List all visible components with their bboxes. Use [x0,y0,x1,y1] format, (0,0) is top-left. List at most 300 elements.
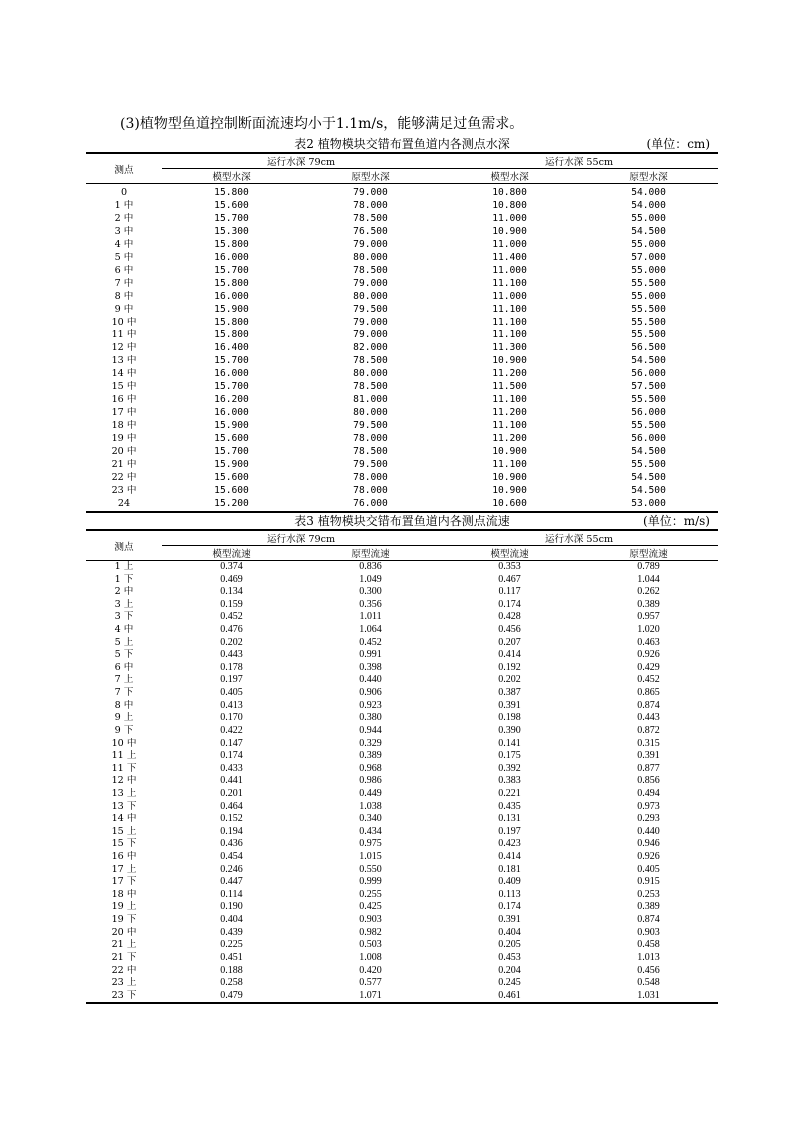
value-cell: 10.900 [492,484,527,496]
point-cell: 6 中 [114,264,134,276]
value-cell: 0.441 [220,775,243,787]
value-cell: 0.413 [220,699,243,711]
value-cell: 0.405 [637,863,660,875]
value-cell: 0.197 [498,825,521,837]
table-row [86,864,718,877]
intro-paragraph: (3)植物型鱼道控制断面流速均小于1.1m/s，能够满足过鱼需求。 [120,116,524,132]
point-cell: 1 上 [114,561,134,572]
value-cell: 0.174 [498,598,521,610]
value-cell: 55.500 [631,277,666,289]
table-row [86,304,718,317]
table-row [86,851,718,864]
point-cell: 23 上 [111,977,137,989]
value-cell: 0.204 [498,964,521,976]
value-cell: 54.000 [631,187,666,198]
value-cell: 0.197 [220,674,243,686]
value-cell: 15.600 [214,199,249,211]
value-cell: 55.500 [631,329,666,341]
value-cell: 0.383 [498,775,521,787]
value-cell: 0.221 [498,787,521,799]
table3-header-group-55: 运行水深 55cm [440,530,718,546]
value-cell: 0.414 [498,649,521,661]
value-cell: 1.011 [359,611,382,623]
value-cell: 11.100 [492,277,527,289]
value-cell: 0.315 [637,737,660,749]
value-cell: 0.872 [637,724,660,736]
point-cell: 13 中 [111,355,137,367]
value-cell: 0.429 [637,661,660,673]
value-cell: 16.000 [214,368,249,380]
value-cell: 10.800 [492,199,527,211]
value-cell: 54.500 [631,446,666,458]
table-row [86,586,718,599]
value-cell: 11.100 [492,459,527,471]
value-cell: 0.398 [359,661,382,673]
point-cell: 5 中 [114,251,134,263]
table2-water-depth [86,152,718,513]
value-cell: 11.000 [492,290,527,302]
value-cell: 0.865 [637,687,660,699]
value-cell: 1.044 [637,573,660,585]
table-row [86,611,718,624]
value-cell: 78.500 [353,381,388,393]
value-cell: 0.392 [498,762,521,774]
point-cell: 5 上 [114,636,134,648]
value-cell: 0.440 [637,825,660,837]
value-cell: 0.957 [637,611,660,623]
table-row [86,291,718,304]
value-cell: 10.900 [492,446,527,458]
table-row [86,738,718,751]
value-cell: 1.013 [637,951,660,963]
table-row [86,876,718,889]
value-cell: 0.469 [220,573,243,585]
point-cell: 16 中 [111,851,137,863]
value-cell: 15.800 [214,277,249,289]
table-row [86,914,718,927]
table-row [86,459,718,472]
value-cell: 79.500 [353,459,388,471]
value-cell: 80.000 [353,407,388,419]
value-cell: 0.923 [359,699,382,711]
value-cell: 0.201 [220,787,243,799]
value-cell: 0.422 [220,724,243,736]
table-row [86,574,718,587]
point-cell: 17 上 [111,863,137,875]
point-cell: 22 中 [111,964,137,976]
point-cell: 19 上 [111,901,137,913]
value-cell: 76.000 [353,497,388,509]
value-cell: 0.550 [359,863,382,875]
value-cell: 11.100 [492,329,527,341]
value-cell: 0.946 [637,838,660,850]
value-cell: 0.428 [498,611,521,623]
value-cell: 15.300 [214,225,249,237]
value-cell: 15.700 [214,446,249,458]
table-row [86,200,718,213]
point-cell: 14 中 [111,368,137,380]
value-cell: 0.503 [359,939,382,951]
table3-header-proto-55: 原型流速 [629,549,668,560]
table-row [86,725,718,738]
point-cell: 3 上 [114,598,134,610]
value-cell: 15.600 [214,484,249,496]
value-cell: 0.906 [359,687,382,699]
value-cell: 1.071 [359,989,382,1001]
value-cell: 1.015 [359,851,382,863]
table-row [86,342,718,355]
value-cell: 54.500 [631,471,666,483]
point-cell: 20 中 [111,926,137,938]
value-cell: 11.000 [492,212,527,224]
value-cell: 0.117 [498,586,521,598]
point-cell: 17 中 [111,407,137,419]
value-cell: 0.181 [498,863,521,875]
value-cell: 16.000 [214,290,249,302]
point-cell: 19 中 [111,433,137,445]
value-cell: 0.262 [637,586,660,598]
table-row [86,763,718,776]
value-cell: 11.100 [492,303,527,315]
point-cell: 9 中 [114,303,134,315]
value-cell: 0.255 [359,888,382,900]
value-cell: 0.258 [220,977,243,989]
table-row [86,826,718,839]
value-cell: 0.374 [220,561,243,572]
value-cell: 0.190 [220,901,243,913]
table3-unit: (单位：m/s) [643,514,710,528]
value-cell: 0.577 [359,977,382,989]
table3-flow-velocity [86,529,718,1004]
point-cell: 24 [117,497,131,509]
table-row [86,674,718,687]
table-row [86,184,718,200]
table-row [86,498,718,512]
point-cell: 13 上 [111,787,137,799]
value-cell: 0.198 [498,712,521,724]
table-row [86,624,718,637]
value-cell: 57.000 [631,251,666,263]
table3-header-group-79: 运行水深 79cm [162,530,440,546]
value-cell: 15.700 [214,355,249,367]
value-cell: 0.452 [220,611,243,623]
value-cell: 0.391 [637,750,660,762]
point-cell: 7 上 [114,674,134,686]
value-cell: 0.836 [359,561,382,572]
value-cell: 10.900 [492,225,527,237]
value-cell: 78.500 [353,212,388,224]
point-cell: 2 中 [114,212,134,224]
value-cell: 0.404 [498,926,521,938]
value-cell: 0.986 [359,775,382,787]
table-row [86,407,718,420]
value-cell: 0.134 [220,586,243,598]
value-cell: 15.900 [214,459,249,471]
value-cell: 0.494 [637,787,660,799]
value-cell: 0.453 [498,951,521,963]
table-row [86,265,718,278]
value-cell: 0.454 [220,851,243,863]
value-cell: 80.000 [353,251,388,263]
value-cell: 79.500 [353,303,388,315]
value-cell: 78.000 [353,433,388,445]
value-cell: 1.008 [359,951,382,963]
point-cell: 21 上 [111,939,137,951]
value-cell: 76.500 [353,225,388,237]
table-row [86,927,718,940]
point-cell: 21 下 [111,951,137,963]
value-cell: 79.000 [353,316,388,328]
table-row [86,485,718,498]
value-cell: 0.245 [498,977,521,989]
value-cell: 78.000 [353,199,388,211]
table-row [86,813,718,826]
value-cell: 82.000 [353,342,388,354]
value-cell: 0.207 [498,636,521,648]
table-row [86,561,718,574]
value-cell: 0.926 [637,649,660,661]
value-cell: 0.874 [637,699,660,711]
value-cell: 11.200 [492,368,527,380]
table2-header-group-55: 运行水深 55cm [440,153,718,169]
value-cell: 1.049 [359,573,382,585]
value-cell: 11.000 [492,264,527,276]
value-cell: 0.131 [498,813,521,825]
table2-header-model-55: 模型水深 [490,172,529,183]
value-cell: 0.391 [498,914,521,926]
value-cell: 78.000 [353,484,388,496]
table2-body [86,184,718,512]
value-cell: 0.440 [359,674,382,686]
value-cell: 55.000 [631,238,666,250]
point-cell: 21 中 [111,459,137,471]
table-row [86,368,718,381]
value-cell: 79.000 [353,187,388,198]
point-cell: 12 中 [111,775,137,787]
table-row [86,990,718,1004]
point-cell: 13 下 [111,800,137,812]
point-cell: 18 中 [111,888,137,900]
point-cell: 0 [120,187,128,198]
value-cell: 0.170 [220,712,243,724]
table2-unit: (单位：cm) [646,137,710,151]
value-cell: 0.915 [637,876,660,888]
value-cell: 0.926 [637,851,660,863]
value-cell: 11.100 [492,316,527,328]
value-cell: 0.192 [498,661,521,673]
value-cell: 0.982 [359,926,382,938]
point-cell: 15 中 [111,381,137,393]
value-cell: 0.353 [498,561,521,572]
point-cell: 9 上 [114,712,134,724]
value-cell: 0.447 [220,876,243,888]
point-cell: 14 中 [111,813,137,825]
point-cell: 2 中 [114,586,134,598]
table-row [86,329,718,342]
value-cell: 15.700 [214,264,249,276]
value-cell: 54.500 [631,484,666,496]
table-row [86,446,718,459]
value-cell: 55.500 [631,303,666,315]
value-cell: 0.113 [498,888,521,900]
value-cell: 15.900 [214,303,249,315]
value-cell: 0.202 [498,674,521,686]
table-row [86,317,718,330]
value-cell: 0.456 [498,624,521,636]
value-cell: 0.174 [498,901,521,913]
value-cell: 0.178 [220,661,243,673]
value-cell: 0.202 [220,636,243,648]
value-cell: 0.391 [498,699,521,711]
value-cell: 56.000 [631,407,666,419]
value-cell: 0.246 [220,863,243,875]
value-cell: 10.900 [492,471,527,483]
value-cell: 0.188 [220,964,243,976]
table-row [86,801,718,814]
value-cell: 0.175 [498,750,521,762]
table3-title: 表3 植物模块交错布置鱼道内各测点流速 [294,514,510,528]
table2-header-proto-79: 原型水深 [351,172,390,183]
value-cell: 16.000 [214,251,249,263]
table-row [86,239,718,252]
point-cell: 17 下 [111,876,137,888]
value-cell: 55.500 [631,420,666,432]
value-cell: 0.159 [220,598,243,610]
value-cell: 11.200 [492,407,527,419]
value-cell: 1.038 [359,800,382,812]
value-cell: 0.452 [359,636,382,648]
point-cell: 1 下 [114,573,134,585]
table-row [86,252,718,265]
value-cell: 54.500 [631,225,666,237]
value-cell: 0.456 [637,964,660,976]
table-row [86,750,718,763]
point-cell: 5 下 [114,649,134,661]
value-cell: 56.000 [631,433,666,445]
point-cell: 19 下 [111,914,137,926]
value-cell: 11.400 [492,251,527,263]
value-cell: 55.000 [631,290,666,302]
value-cell: 0.405 [220,687,243,699]
table-row [86,213,718,226]
point-cell: 9 下 [114,724,134,736]
point-cell: 6 中 [114,661,134,673]
table-row [86,662,718,675]
value-cell: 0.452 [637,674,660,686]
value-cell: 0.340 [359,813,382,825]
value-cell: 79.000 [353,329,388,341]
value-cell: 0.329 [359,737,382,749]
point-cell: 15 上 [111,825,137,837]
value-cell: 16.400 [214,342,249,354]
table3-body [86,561,718,1004]
point-cell: 4 中 [114,238,134,250]
point-cell: 8 中 [114,699,134,711]
table-row [86,838,718,851]
value-cell: 11.500 [492,381,527,393]
value-cell: 0.387 [498,687,521,699]
value-cell: 0.435 [498,800,521,812]
value-cell: 0.205 [498,939,521,951]
point-cell: 16 中 [111,394,137,406]
value-cell: 0.443 [220,649,243,661]
value-cell: 0.423 [498,838,521,850]
value-cell: 0.414 [498,851,521,863]
point-cell: 3 中 [114,225,134,237]
value-cell: 16.200 [214,394,249,406]
point-cell: 15 下 [111,838,137,850]
value-cell: 0.404 [220,914,243,926]
value-cell: 55.500 [631,394,666,406]
value-cell: 0.380 [359,712,382,724]
value-cell: 55.000 [631,212,666,224]
value-cell: 78.000 [353,471,388,483]
table-row [86,394,718,407]
value-cell: 56.000 [631,368,666,380]
value-cell: 0.458 [637,939,660,951]
table-row [86,649,718,662]
value-cell: 79.500 [353,420,388,432]
value-cell: 0.449 [359,787,382,799]
table-row [86,278,718,291]
value-cell: 0.999 [359,876,382,888]
point-cell: 11 上 [111,750,137,762]
value-cell: 0.425 [359,901,382,913]
point-cell: 12 中 [111,342,137,354]
value-cell: 15.800 [214,187,249,198]
value-cell: 15.800 [214,316,249,328]
value-cell: 0.141 [498,737,521,749]
point-cell: 23 下 [111,989,137,1001]
table-row [86,977,718,990]
table-row [86,687,718,700]
value-cell: 0.467 [498,573,521,585]
value-cell: 0.152 [220,813,243,825]
value-cell: 1.064 [359,624,382,636]
value-cell: 15.200 [214,497,249,509]
table-row [86,420,718,433]
table2-caption [86,135,718,151]
value-cell: 0.461 [498,989,521,1001]
value-cell: 81.000 [353,394,388,406]
table-row [86,952,718,965]
value-cell: 10.900 [492,355,527,367]
value-cell: 0.464 [220,800,243,812]
value-cell: 0.479 [220,989,243,1001]
point-cell: 4 中 [114,624,134,636]
point-cell: 3 下 [114,611,134,623]
table-row [86,355,718,368]
value-cell: 0.194 [220,825,243,837]
value-cell: 0.443 [637,712,660,724]
value-cell: 1.031 [637,989,660,1001]
value-cell: 0.225 [220,939,243,951]
value-cell: 0.389 [637,598,660,610]
table3-header-model-79: 模型流速 [212,549,251,560]
table-row [86,901,718,914]
value-cell: 0.253 [637,888,660,900]
value-cell: 0.874 [637,914,660,926]
value-cell: 80.000 [353,368,388,380]
value-cell: 0.789 [637,561,660,572]
table2-title: 表2 植物模块交错布置鱼道内各测点水深 [294,137,510,151]
value-cell: 10.800 [492,187,527,198]
value-cell: 0.389 [637,901,660,913]
value-cell: 0.439 [220,926,243,938]
point-cell: 18 中 [111,420,137,432]
value-cell: 0.903 [637,926,660,938]
point-cell: 11 中 [111,329,137,341]
